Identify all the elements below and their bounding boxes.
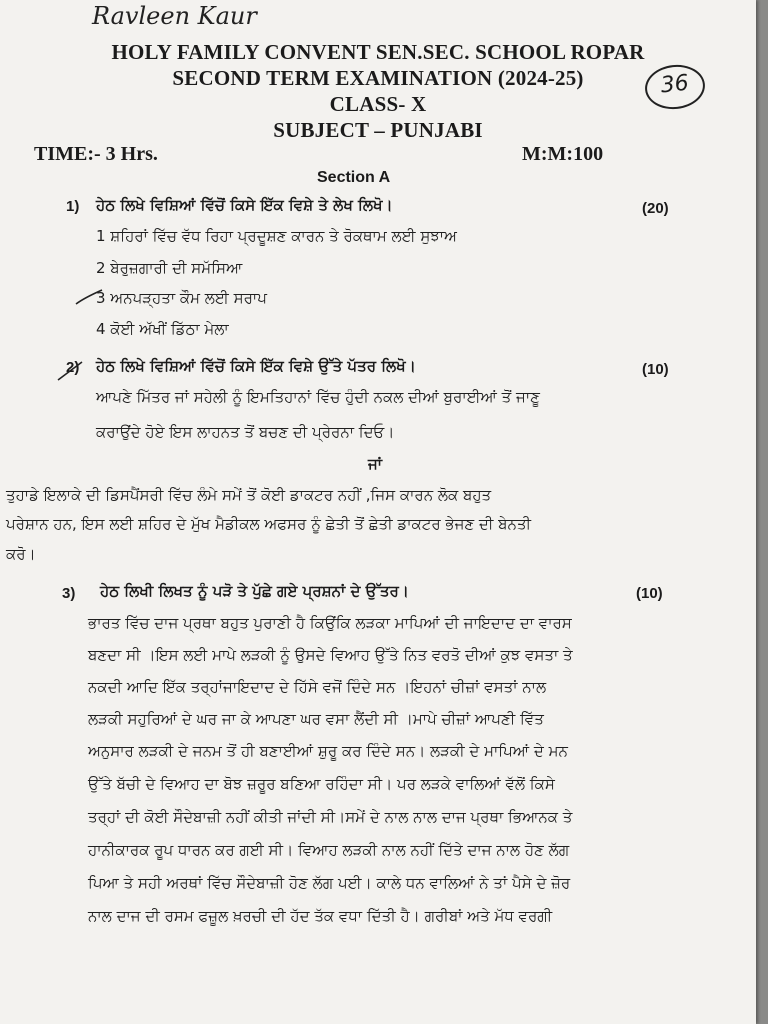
- student-name-handwritten: Ravleen Kaur: [92, 2, 257, 30]
- exam-title: SECOND TERM EXAMINATION (2024-25): [172, 66, 584, 90]
- passage-line: ਅਨੁਸਾਰ ਲੜਕੀ ਦੇ ਜਨਮ ਤੋਂ ਹੀ ਬਣਾਈਆਂ ਸ਼ੁਰੂ ਕਰ ਦਿੰਦੇ ਸਨ। ਲੜਕੀ ਦੇ ਮਾਪਿਆਂ ਦੇ ਮਨ: [88, 742, 568, 760]
- tick-mark-icon: [56, 358, 84, 384]
- max-marks-label: M:M:100: [522, 143, 604, 165]
- passage-line: ਭਾਰਤ ਵਿੱਚ ਦਾਜ ਪ੍ਰਥਾ ਬਹੁਤ ਪੁਰਾਣੀ ਹੈ ਕਿਉਂਕਿ ਲੜਕਾ ਮਾਪਿਆਂ ਦੀ ਜਾਇਦਾਦ ਦਾ ਵਾਰਸ: [88, 614, 572, 632]
- passage-line: ਲੜਕੀ ਸਹੁਰਿਆਂ ਦੇ ਘਰ ਜਾ ਕੇ ਆਪਣਾ ਘਰ ਵਸਾ ਲੈਂਦੀ ਸੀ ।ਮਾਪੇ ਚੀਜ਼ਾਂ ਆਪਣੀ ਵਿੱਤ: [88, 710, 544, 728]
- q2-text: ਹੇਠ ਲਿਖੇ ਵਿਸ਼ਿਆਂ ਵਿੱਚੋਂ ਕਿਸੇ ਇੱਕ ਵਿਸ਼ੇ ਉੱਤੇ ਪੱਤਰ ਲਿਖੋ।: [96, 357, 416, 375]
- section-heading: Section A: [317, 169, 391, 186]
- q2-line: ਪਰੇਸ਼ਾਨ ਹਨ, ਇਸ ਲਈ ਸ਼ਹਿਰ ਦੇ ਮੁੱਖ ਮੈਡੀਕਲ ਅਫਸਰ ਨੂੰ ਛੇਤੀ ਤੋਂ ਛੇਤੀ ਡਾਕਟਰ ਭੇਜਣ ਦੀ ਬੇਨਤੀ: [6, 515, 531, 533]
- q1-option: 1 ਸ਼ਹਿਰਾਂ ਵਿੱਚ ਵੱਧ ਰਿਹਾ ਪ੍ਰਦੂਸ਼ਣ ਕਾਰਨ ਤੇ ਰੋਕਥਾਮ ਲਈ ਸੁਝਾਅ: [96, 227, 457, 245]
- q2-number: 2): [66, 359, 80, 376]
- q1-text: ਹੇਠ ਲਿਖੇ ਵਿਸ਼ਿਆਂ ਵਿੱਚੋਂ ਕਿਸੇ ਇੱਕ ਵਿਸ਼ੇ ਤੇ ਲੇਖ ਲਿਖੋ।: [96, 196, 393, 214]
- class-label: CLASS- X: [329, 92, 427, 116]
- q1-option: 2 ਬੇਰੁਜ਼ਗਾਰੀ ਦੀ ਸਮੱਸਿਆ: [96, 259, 243, 277]
- q1-option: 4 ਕੋਈ ਅੱਖੀਂ ਡਿੱਠਾ ਮੇਲਾ: [96, 320, 229, 338]
- q2-marks: (10): [642, 361, 669, 378]
- passage-line: ਨਕਦੀ ਆਦਿ ਇੱਕ ਤਰ੍ਹਾਂਜਾਇਦਾਦ ਦੇ ਹਿੱਸੇ ਵਜੋਂ ਦਿੰਦੇ ਸਨ ।ਇਹਨਾਂ ਚੀਜ਼ਾਂ ਵਸਤਾਂ ਨਾਲ: [88, 678, 547, 696]
- q3-text: ਹੇਠ ਲਿਖੀ ਲਿਖਤ ਨੂੰ ਪੜੋ ਤੇ ਪੁੱਛੇ ਗਏ ਪ੍ਰਸ਼ਨਾਂ ਦੇ ਉੱਤਰ।: [100, 582, 409, 600]
- score-mark: 36: [659, 70, 690, 99]
- passage-line: ਹਾਨੀਕਾਰਕ ਰੂਪ ਧਾਰਨ ਕਰ ਗਈ ਸੀ। ਵਿਆਹ ਲੜਕੀ ਨਾਲ ਨਹੀਂ ਦਿੱਤੇ ਦਾਜ ਨਾਲ ਹੋਣ ਲੱਗ: [88, 841, 570, 859]
- passage-line: ਉੱਤੇ ਬੱਚੀ ਦੇ ਵਿਆਹ ਦਾ ਬੋਝ ਜ਼ਰੂਰ ਬਣਿਆ ਰਹਿੰਦਾ ਸੀ। ਪਰ ਲੜਕੇ ਵਾਲਿਆਂ ਵੱਲੋਂ ਕਿਸੇ: [88, 775, 555, 793]
- school-name: HOLY FAMILY CONVENT SEN.SEC. SCHOOL ROPAR: [111, 40, 645, 64]
- time-label: TIME:- 3 Hrs.: [34, 143, 158, 165]
- subject-label: SUBJECT – PUNJABI: [273, 118, 483, 142]
- q1-number: 1): [66, 198, 80, 215]
- q2-line: ਕਰੋ।: [6, 545, 36, 563]
- passage-line: ਨਾਲ ਦਾਜ ਦੀ ਰਸਮ ਫਜ਼ੂਲ ਖ਼ਰਚੀ ਦੀ ਹੱਦ ਤੱਕ ਵਧਾ ਦਿੱਤੀ ਹੈ। ਗਰੀਬਾਂ ਅਤੇ ਮੱਧ ਵਰਗੀ: [88, 907, 553, 925]
- q2-line: ਕਰਾਉਂਦੇ ਹੋਏ ਇਸ ਲਾਹਨਤ ਤੋਂ ਬਚਣ ਦੀ ਪ੍ਰੇਰਨਾ ਦਿਓ।: [96, 423, 395, 441]
- or-label: ਜਾਂ: [368, 455, 383, 473]
- passage-line: ਤਰ੍ਹਾਂ ਦੀ ਕੋਈ ਸੌਦੇਬਾਜ਼ੀ ਨਹੀਂ ਕੀਤੀ ਜਾਂਦੀ ਸੀ।ਸਮੇਂ ਦੇ ਨਾਲ ਨਾਲ ਦਾਜ ਪ੍ਰਥਾ ਭਿਆਨਕ ਤੇ: [88, 808, 573, 826]
- passage-line: ਬਣਦਾ ਸੀ ।ਇਸ ਲਈ ਮਾਪੇ ਲੜਕੀ ਨੂੰ ਉਸਦੇ ਵਿਆਹ ਉੱਤੇ ਨਿਤ ਵਰਤੋ ਦੀਆਂ ਕੁਝ ਵਸਤਾ ਤੇ: [88, 646, 573, 664]
- tick-mark-icon: [74, 286, 104, 310]
- q2-line: ਆਪਣੇ ਮਿੱਤਰ ਜਾਂ ਸਹੇਲੀ ਨੂੰ ਇਮਤਿਹਾਨਾਂ ਵਿੱਚ ਹੁੰਦੀ ਨਕਲ ਦੀਆਂ ਬੁਰਾਈਆਂ ਤੋਂ ਜਾਣੂ: [96, 388, 540, 406]
- q1-marks: (20): [642, 200, 669, 217]
- q1-option: 3 ਅਨਪੜ੍ਹਤਾ ਕੌਮ ਲਈ ਸਰਾਪ: [96, 289, 267, 307]
- passage-line: ਪਿਆ ਤੇ ਸਹੀ ਅਰਥਾਂ ਵਿੱਚ ਸੌਦੇਬਾਜ਼ੀ ਹੋਣ ਲੱਗ ਪਈ। ਕਾਲੇ ਧਨ ਵਾਲਿਆਂ ਨੇ ਤਾਂ ਪੈਸੇ ਦੇ ਜ਼ੋਰ: [88, 874, 571, 892]
- q3-marks: (10): [636, 585, 663, 602]
- q2-line: ਤੁਹਾਡੇ ਇਲਾਕੇ ਦੀ ਡਿਸਪੈਂਸਰੀ ਵਿੱਚ ਲੰਮੇ ਸਮੇਂ ਤੋਂ ਕੋਈ ਡਾਕਟਰ ਨਹੀਂ ,ਜਿਸ ਕਾਰਨ ਲੋਕ ਬਹੁਤ: [6, 486, 492, 504]
- q3-number: 3): [62, 585, 76, 602]
